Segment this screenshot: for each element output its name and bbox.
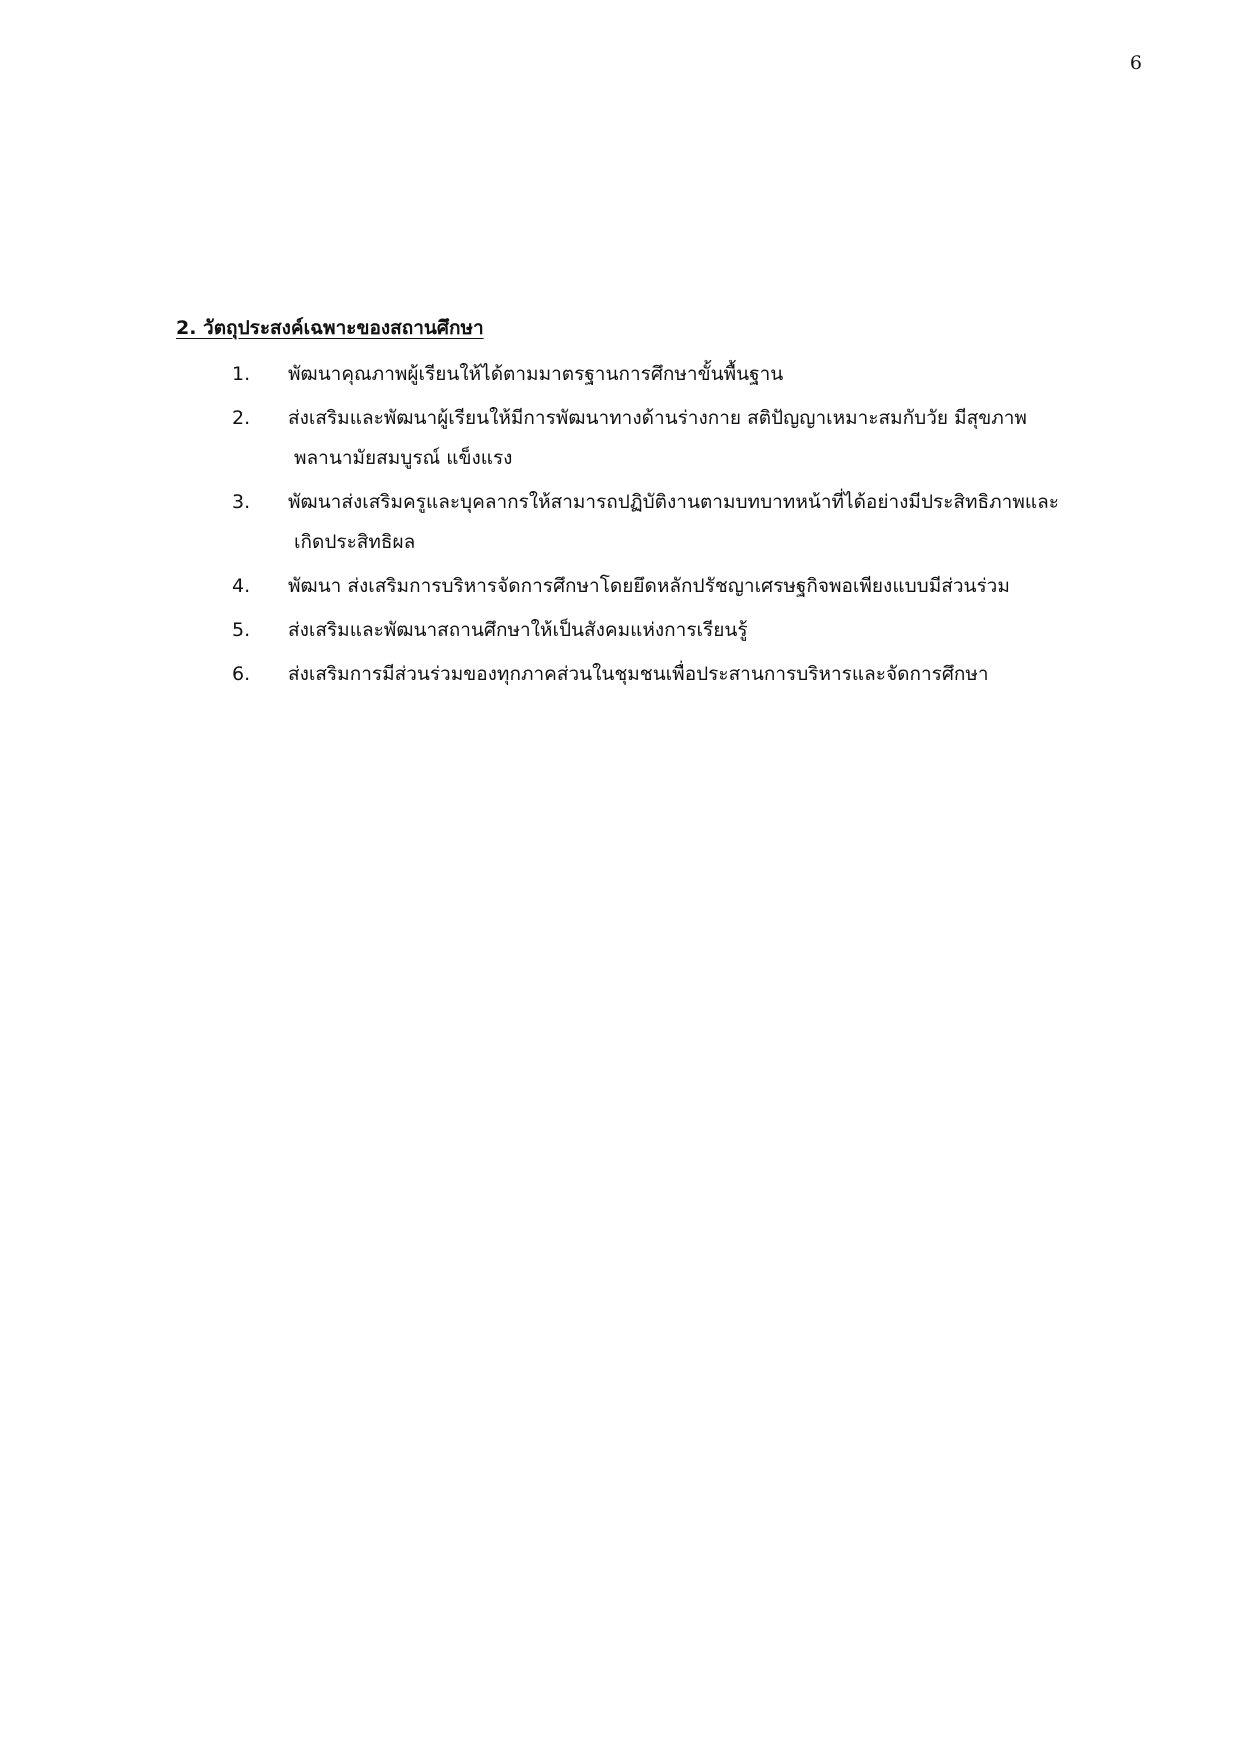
item-number: 2. [232, 407, 251, 429]
section-heading: 2. วัตถุประสงค์เฉพาะของสถานศึกษา [176, 317, 484, 339]
item-text: พัฒนาส่งเสริมครูและบุคลากรให้สามารถปฏิบัติงานตามบทบาทหน้าที่ได้อย่างมีประสิทธิภาพและ [288, 491, 1059, 513]
item-number: 4. [232, 575, 251, 597]
item-number: 3. [232, 491, 251, 513]
list-item [176, 398, 1116, 478]
item-text: ส่งเสริมและพัฒนาผู้เรียนให้มีการพัฒนาทางด้านร่างกาย สติปัญญาเหมาะสมกับวัย มีสุขภาพ [288, 407, 1027, 429]
list-item [176, 654, 1116, 694]
list-item [176, 482, 1116, 562]
list-item [176, 566, 1116, 606]
item-text-continued: เกิดประสิทธิผล [294, 531, 416, 553]
item-text: ส่งเสริมการมีส่วนร่วมของทุกภาคส่วนในชุมชนเพื่อประสานการบริหารและจัดการศึกษา [288, 663, 989, 685]
page-number: 6 [1129, 52, 1142, 74]
item-number: 5. [232, 619, 251, 641]
objectives-list [176, 354, 1116, 694]
item-text: พัฒนา ส่งเสริมการบริหารจัดการศึกษาโดยยึดหลักปรัชญาเศรษฐกิจพอเพียงแบบมีส่วนร่วม [288, 575, 1010, 597]
list-item [176, 610, 1116, 650]
item-text: พัฒนาคุณภาพผู้เรียนให้ได้ตามมาตรฐานการศึกษาขั้นพื้นฐาน [288, 363, 784, 385]
objectives-section [176, 312, 1116, 698]
item-number: 6. [232, 663, 251, 685]
list-item [176, 354, 1116, 394]
item-number: 1. [232, 363, 251, 385]
item-text: ส่งเสริมและพัฒนาสถานศึกษาให้เป็นสังคมแห่งการเรียนรู้ [288, 619, 748, 641]
item-text-continued: พลานามัยสมบูรณ์ แข็งแรง [294, 447, 513, 469]
